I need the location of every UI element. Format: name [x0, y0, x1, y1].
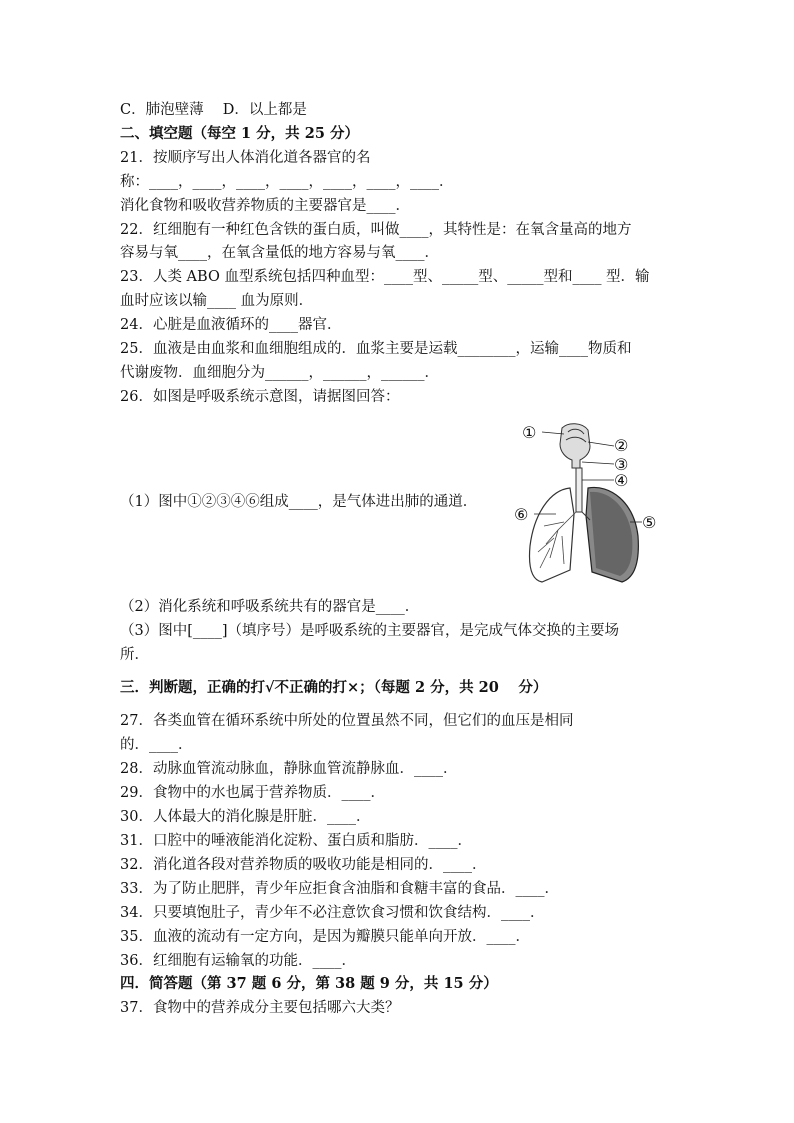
left-lung [530, 488, 575, 582]
question-21-part2: 消化食物和吸收营养物质的主要器官是____． [120, 198, 410, 214]
respiratory-system-diagram [510, 418, 675, 588]
label-1: ① [522, 423, 537, 442]
question-24: 24．心脏是血液循环的____器官． [120, 317, 342, 333]
question-22-cont: 容易与氧____，在氧含量低的地方容易与氧____． [120, 245, 439, 261]
question-26-part2: （2）消化系统和呼吸系统共有的器官是____． [120, 599, 420, 615]
head-outline [560, 424, 590, 468]
question-26-part3-cont: 所． [120, 647, 149, 663]
section-heading-short-answer: 四．简答题（第 37 题 6 分，第 38 题 9 分，共 15 分） [120, 975, 498, 992]
question-27-cont: 的．____． [120, 737, 193, 753]
question-35: 35．血液的流动有一定方向，是因为瓣膜只能单向开放．____． [120, 929, 530, 945]
label-3: ③ [614, 455, 629, 474]
question-23: 23．人类 ABO 血型系统包括四种血型：____型、_____型、_____型和____ 型．输 [120, 269, 650, 285]
question-21-blanks: 称：____，____，____，____，____，____，____． [120, 174, 454, 190]
label-4: ④ [614, 471, 629, 490]
question-28: 28．动脉血管流动脉血，静脉血管流静脉血．____． [120, 761, 458, 777]
question-37: 37．食物中的营养成分主要包括哪六大类？ [120, 1000, 400, 1016]
question-26: 26．如图是呼吸系统示意图，请据图回答： [120, 389, 400, 405]
question-26-part1: （1）图中①②③④⑥组成____，是气体进出肺的通道． [120, 494, 478, 510]
question-22: 22．红细胞有一种红色含铁的蛋白质，叫做____，其特性是：在氧含量高的地方 [120, 222, 632, 238]
question-21: 21．按顺序写出人体消化道各器官的名 [120, 150, 371, 166]
question-32: 32．消化道各段对营养物质的吸收功能是相同的．____． [120, 857, 487, 873]
question-33: 33．为了防止肥胖，青少年应拒食含油脂和食糖丰富的食品．____． [120, 881, 559, 897]
question-34: 34．只要填饱肚子，青少年不必注意饮食习惯和饮食结构．____． [120, 905, 545, 921]
question-25-cont: 代谢废物．血细胞分为______，______，______． [120, 365, 439, 381]
option-line: C．肺泡壁薄 D．以上都是 [120, 102, 307, 118]
label-6: ⑥ [514, 505, 529, 524]
question-30: 30．人体最大的消化腺是肝脏．____． [120, 809, 371, 825]
question-23-cont: 血时应该以输____ 血为原则． [120, 293, 314, 309]
question-25: 25．血液是由血浆和血细胞组成的．血浆主要是运载________，运输____物质和 [120, 341, 632, 357]
section-heading-fill-blank: 二、填空题（每空 1 分，共 25 分） [120, 125, 359, 142]
question-29: 29．食物中的水也属于营养物质．____． [120, 785, 385, 801]
label-2: ② [614, 436, 629, 455]
label-5: ⑤ [642, 513, 657, 532]
question-26-part3: （3）图中[____]（填序号）是呼吸系统的主要器官，是完成气体交换的主要场 [120, 623, 620, 639]
trachea [576, 468, 582, 512]
question-36: 36．红细胞有运输氧的功能．____． [120, 953, 356, 969]
section-heading-true-false: 三．判断题，正确的打√不正确的打×；（每题 2 分，共 20 分） [120, 679, 548, 696]
question-27: 27．各类血管在循环系统中所处的位置虽然不同，但它们的血压是相同 [120, 713, 574, 729]
question-31: 31．口腔中的唾液能消化淀粉、蛋白质和脂肪．____． [120, 833, 472, 849]
